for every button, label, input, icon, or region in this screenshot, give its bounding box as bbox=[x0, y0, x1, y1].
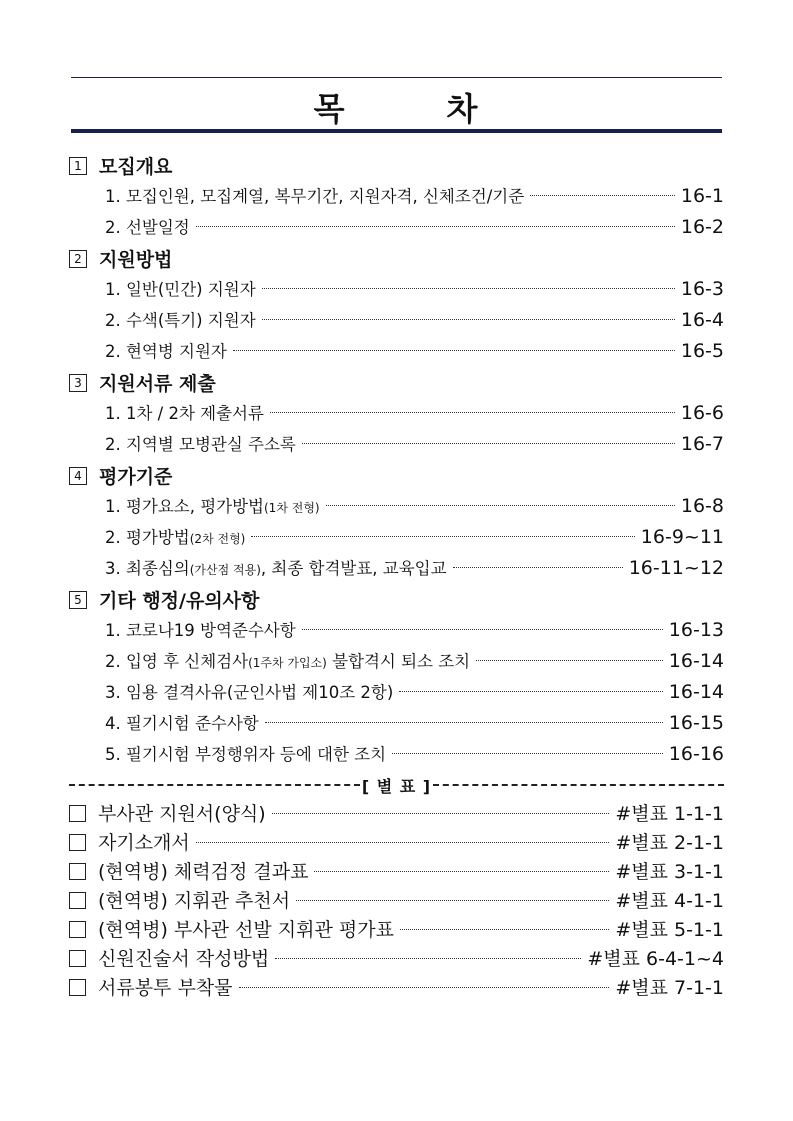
toc-entry-text: 3. 최종심의 bbox=[105, 559, 190, 578]
toc-page-number: 16-4 bbox=[680, 309, 724, 331]
dot-leader bbox=[233, 350, 675, 351]
toc-page-number: 16-14 bbox=[668, 681, 724, 703]
toc-entry[interactable] bbox=[69, 522, 724, 553]
checkbox-icon[interactable] bbox=[69, 892, 86, 909]
toc-entry-text: 5. 필기시험 부정행위자 등에 대한 조치 bbox=[105, 745, 387, 764]
toc-entry-label bbox=[105, 336, 227, 367]
annex-header: [ 별 표 ] bbox=[361, 776, 432, 796]
dot-leader bbox=[326, 505, 675, 506]
toc-entry[interactable] bbox=[69, 305, 724, 336]
toc-page-number: 16-7 bbox=[680, 433, 724, 455]
toc-entry-text: 2. 선발일정 bbox=[105, 218, 190, 237]
toc-entry-note: (가산점 적용) bbox=[189, 563, 261, 577]
dot-leader bbox=[296, 900, 609, 901]
toc-entry[interactable] bbox=[69, 491, 724, 522]
toc-page-number: 16-14 bbox=[668, 650, 724, 672]
annex-entry-text: 자기소개서 bbox=[98, 832, 190, 854]
toc-page-number: 16-15 bbox=[668, 712, 724, 734]
dashed-rule-left bbox=[69, 784, 360, 786]
toc-entry-tail: , 최종 합격발표, 교육입교 bbox=[260, 559, 447, 578]
annex-entry-label bbox=[69, 800, 266, 829]
toc-entry[interactable] bbox=[69, 274, 724, 305]
section-title: 평가기준 bbox=[99, 466, 173, 488]
toc-entry-label bbox=[105, 677, 393, 708]
annex-entry[interactable] bbox=[69, 800, 724, 829]
title-left-char: 목 bbox=[313, 90, 347, 128]
toc-entry-text: 3. 임용 결격사유(군인사법 제10조 2항) bbox=[105, 683, 394, 702]
annex-entry-label bbox=[69, 858, 308, 887]
toc-page-number: 16-8 bbox=[680, 495, 724, 517]
section-title: 기타 행정/유의사항 bbox=[99, 590, 260, 612]
checkbox-icon[interactable] bbox=[69, 834, 86, 851]
toc-entry[interactable] bbox=[69, 739, 724, 770]
toc-entry-text: 2. 지역별 모병관실 주소록 bbox=[105, 435, 296, 454]
annex-entry[interactable] bbox=[69, 945, 724, 974]
toc-entry-text: 1. 모집인원, 모집계열, 복무기간, 지원자격, 신체조건/기준 bbox=[105, 187, 525, 206]
annex-entry-text: 서류봉투 부착물 bbox=[98, 977, 233, 999]
annex-entry[interactable] bbox=[69, 829, 724, 858]
section-heading bbox=[69, 150, 724, 181]
dot-leader bbox=[530, 195, 675, 196]
dot-leader bbox=[262, 288, 675, 289]
toc-entry-label bbox=[105, 212, 190, 243]
toc-page-number: 16-16 bbox=[668, 743, 724, 765]
section-heading bbox=[69, 367, 724, 398]
annex-entry-label bbox=[69, 887, 290, 916]
toc-entry-label bbox=[105, 491, 320, 524]
toc-entry-label bbox=[105, 398, 264, 429]
table-of-contents bbox=[69, 150, 724, 1003]
toc-entry-text: 4. 필기시험 준수사항 bbox=[105, 714, 259, 733]
annex-reference: #별표 7-1-1 bbox=[615, 977, 724, 999]
dot-leader bbox=[265, 722, 663, 723]
annex-divider bbox=[69, 770, 724, 800]
annex-entry[interactable] bbox=[69, 887, 724, 916]
annex-entry-text: (현역병) 체력검정 결과표 bbox=[98, 861, 309, 883]
section-heading bbox=[69, 460, 724, 491]
toc-entry-label bbox=[105, 305, 256, 336]
toc-entry[interactable] bbox=[69, 429, 724, 460]
annex-entry-label bbox=[69, 916, 394, 945]
dot-leader bbox=[270, 412, 675, 413]
annex-entry[interactable] bbox=[69, 974, 724, 1003]
dot-leader bbox=[272, 813, 610, 814]
toc-entry-label bbox=[105, 274, 256, 305]
section-heading bbox=[69, 243, 724, 274]
section-number-box: 3 bbox=[69, 374, 87, 392]
toc-page-number: 16-13 bbox=[668, 619, 724, 641]
dot-leader bbox=[392, 753, 663, 754]
toc-page-number: 16-11~12 bbox=[628, 557, 724, 579]
dot-leader bbox=[302, 629, 663, 630]
toc-entry-label bbox=[105, 646, 470, 679]
annex-entry-label bbox=[69, 974, 233, 1003]
toc-entry[interactable] bbox=[69, 677, 724, 708]
annex-reference: #별표 3-1-1 bbox=[615, 861, 724, 883]
toc-page-number: 16-6 bbox=[680, 402, 724, 424]
toc-entry-label bbox=[105, 429, 296, 460]
dot-leader bbox=[399, 691, 662, 692]
dot-leader bbox=[453, 567, 623, 568]
annex-reference: #별표 5-1-1 bbox=[615, 919, 724, 941]
dot-leader bbox=[302, 443, 675, 444]
toc-entry-text: 2. 현역병 지원자 bbox=[105, 342, 227, 361]
toc-page-number: 16-9~11 bbox=[640, 526, 724, 548]
dot-leader bbox=[196, 842, 610, 843]
annex-reference: #별표 6-4-1~4 bbox=[587, 948, 724, 970]
toc-entry-text: 2. 입영 후 신체검사 bbox=[105, 652, 249, 671]
toc-entry-text: 1. 일반(민간) 지원자 bbox=[105, 280, 256, 299]
toc-page-number: 16-1 bbox=[680, 185, 724, 207]
dot-leader bbox=[314, 871, 609, 872]
checkbox-icon[interactable] bbox=[69, 950, 86, 967]
toc-entry-text: 1. 코로나19 방역준수사항 bbox=[105, 621, 296, 640]
toc-entry[interactable] bbox=[69, 615, 724, 646]
dot-leader bbox=[476, 660, 663, 661]
annex-entry-text: 부사관 지원서(양식) bbox=[98, 803, 266, 825]
section-title: 모집개요 bbox=[99, 156, 173, 178]
annex-reference: #별표 2-1-1 bbox=[615, 832, 724, 854]
annex-entry-label bbox=[69, 945, 269, 974]
section-number-box: 2 bbox=[69, 250, 87, 268]
toc-entry[interactable] bbox=[69, 398, 724, 429]
checkbox-icon[interactable] bbox=[69, 805, 86, 822]
toc-entry-text: 1. 1차 / 2차 제출서류 bbox=[105, 404, 264, 423]
annex-entry[interactable] bbox=[69, 916, 724, 945]
dot-leader bbox=[196, 226, 675, 227]
dot-leader bbox=[251, 536, 634, 537]
annex-reference: #별표 4-1-1 bbox=[615, 890, 724, 912]
toc-entry-text: 2. 수색(특기) 지원자 bbox=[105, 311, 256, 330]
toc-entry[interactable] bbox=[69, 553, 724, 584]
title-right-char: 차 bbox=[446, 90, 480, 128]
toc-entry[interactable] bbox=[69, 336, 724, 367]
section-heading bbox=[69, 584, 724, 615]
section-number-box: 1 bbox=[69, 157, 87, 175]
toc-entry[interactable] bbox=[69, 646, 724, 677]
annex-entry[interactable] bbox=[69, 858, 724, 887]
page-title bbox=[71, 84, 722, 130]
toc-entry-label bbox=[105, 553, 447, 586]
dot-leader bbox=[262, 319, 675, 320]
section-title: 지원서류 제출 bbox=[99, 373, 216, 395]
dot-leader bbox=[400, 929, 609, 930]
toc-page-number: 16-3 bbox=[680, 278, 724, 300]
title-top-rule bbox=[71, 77, 722, 78]
section-number-box: 4 bbox=[69, 467, 87, 485]
toc-entry[interactable] bbox=[69, 212, 724, 243]
annex-entry-text: (현역병) 부사관 선발 지휘관 평가표 bbox=[98, 919, 394, 941]
checkbox-icon[interactable] bbox=[69, 921, 86, 938]
dot-leader bbox=[275, 958, 581, 959]
checkbox-icon[interactable] bbox=[69, 863, 86, 880]
dashed-rule-right bbox=[433, 784, 724, 786]
toc-entry-note: (2차 전형) bbox=[189, 532, 246, 546]
title-bottom-rule bbox=[71, 129, 722, 133]
annex-reference: #별표 1-1-1 bbox=[615, 803, 724, 825]
annex-entry-text: 신원진술서 작성방법 bbox=[98, 948, 270, 970]
annex-entry-label bbox=[69, 829, 190, 858]
toc-entry-note: (1차 전형) bbox=[264, 501, 320, 515]
toc-entry-label bbox=[105, 522, 245, 555]
toc-page-number: 16-2 bbox=[680, 216, 724, 238]
toc-entry-text: 2. 평가방법 bbox=[105, 528, 190, 547]
toc-entry-text: 1. 평가요소, 평가방법 bbox=[105, 497, 264, 516]
toc-entry[interactable] bbox=[69, 708, 724, 739]
toc-page-number: 16-5 bbox=[680, 340, 724, 362]
toc-entry-label bbox=[105, 615, 296, 646]
toc-entry[interactable] bbox=[69, 181, 724, 212]
dot-leader bbox=[239, 987, 610, 988]
section-number-box: 5 bbox=[69, 591, 87, 609]
toc-entry-tail: 불합격시 퇴소 조치 bbox=[326, 652, 471, 671]
toc-entry-label bbox=[105, 708, 259, 739]
toc-entry-label bbox=[105, 739, 386, 770]
checkbox-icon[interactable] bbox=[69, 979, 86, 996]
toc-entry-label bbox=[105, 181, 524, 212]
annex-entry-text: (현역병) 지휘관 추천서 bbox=[98, 890, 291, 912]
toc-entry-note: (1주차 가입소) bbox=[248, 656, 327, 670]
section-title: 지원방법 bbox=[99, 249, 173, 271]
